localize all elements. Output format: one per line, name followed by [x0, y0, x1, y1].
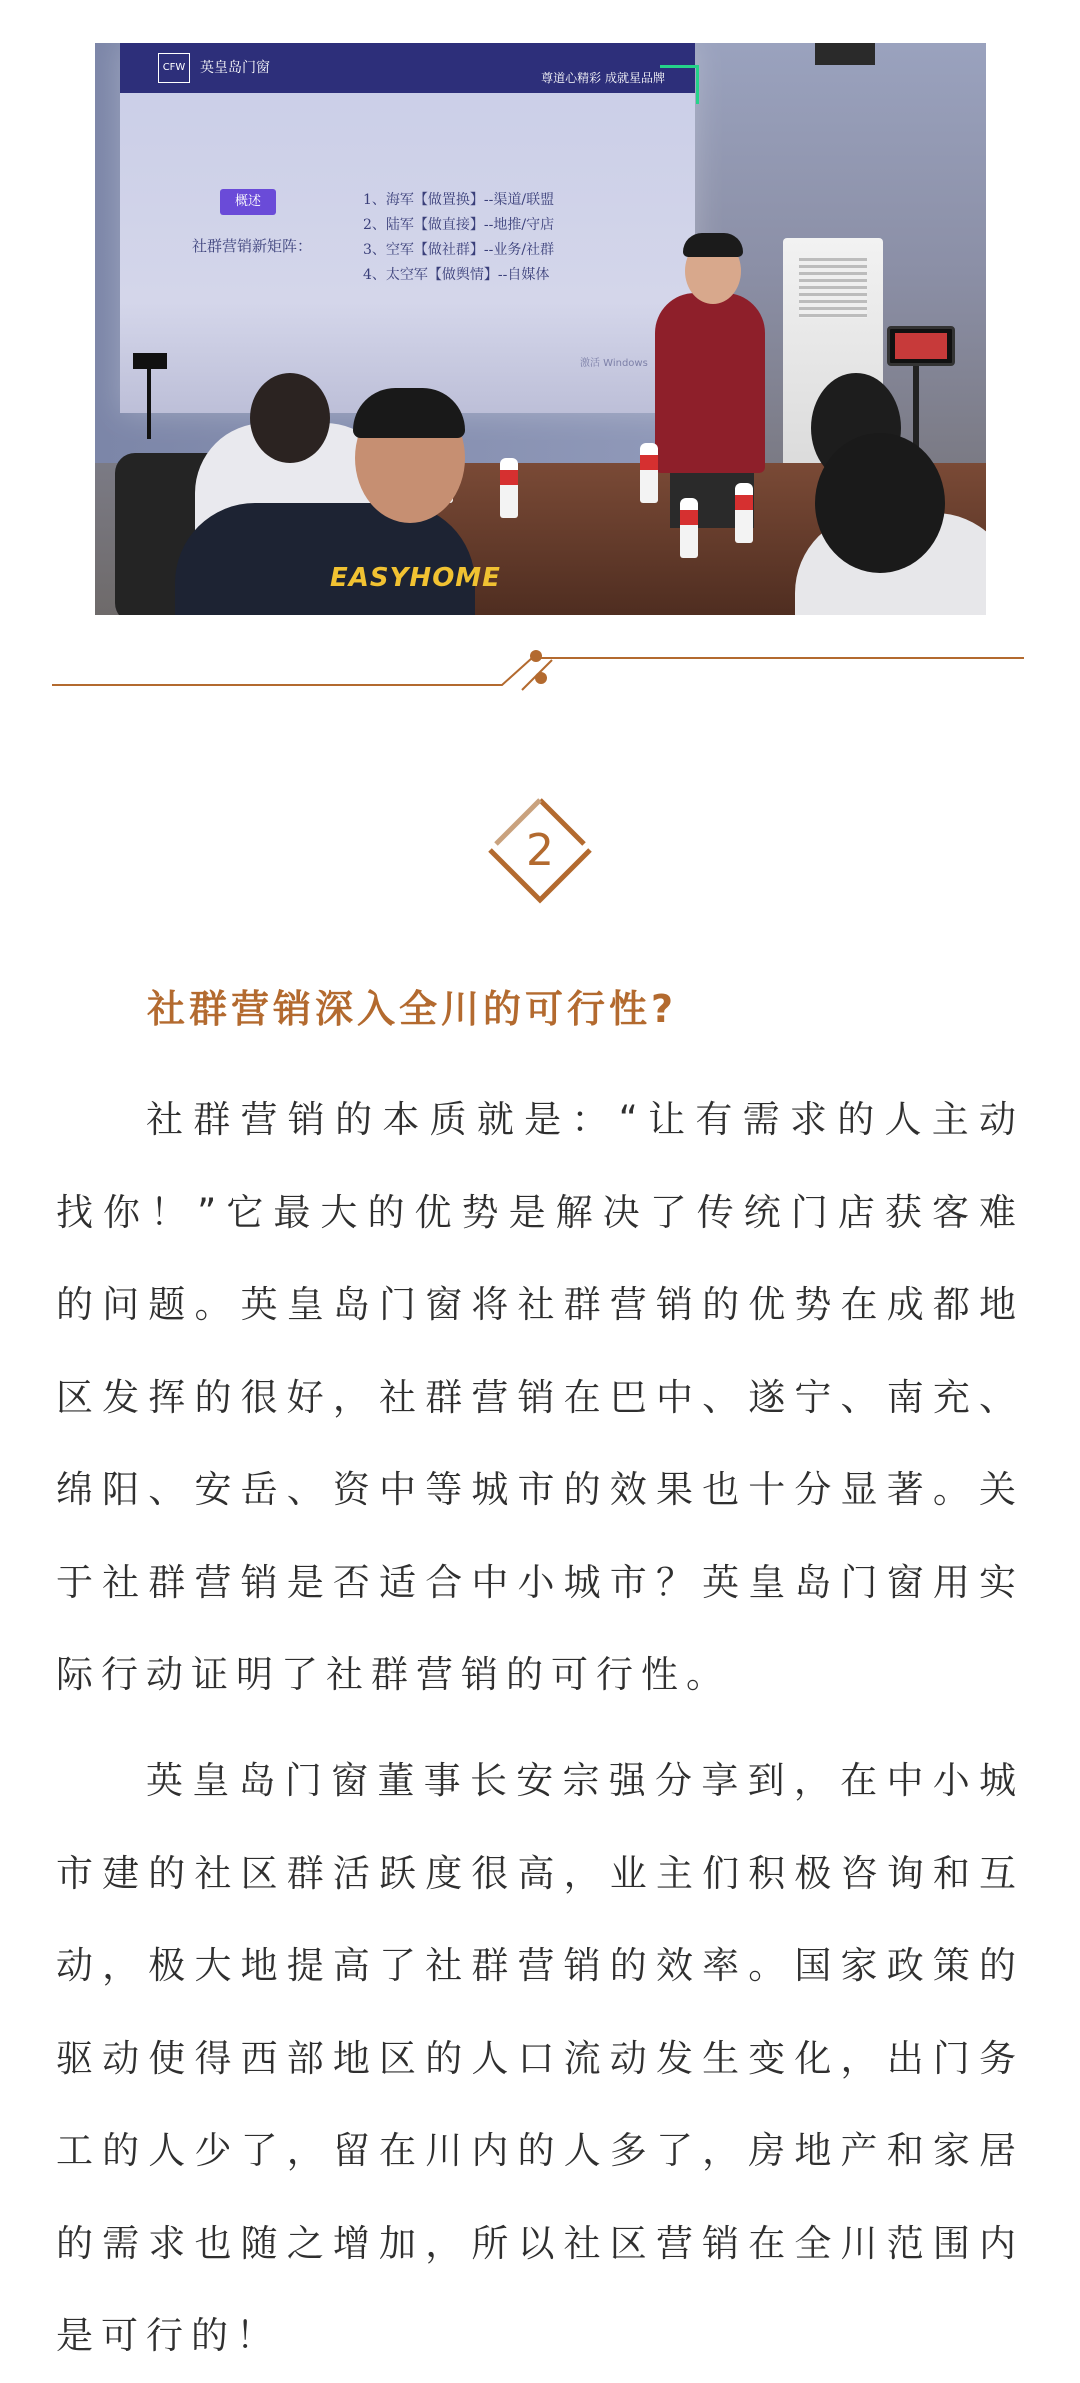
meeting-photo [95, 43, 986, 615]
attendee-right-head [815, 433, 945, 573]
screen-brand: 英皇岛门窗 [200, 60, 270, 76]
attendee-left-head [250, 373, 330, 463]
water-bottle [680, 498, 698, 558]
matrix-item: 4、太空军【做舆情】--自媒体 [363, 267, 550, 283]
camera [133, 353, 167, 369]
attendee-front-body [175, 503, 475, 615]
body-paragraph: 社群营销的本质就是：“让有需求的人主动找你！”它最大的优势是解决了传统门店获客难的问题。英皇岛门窗将社群营销的优势在成都地区发挥的很好，社群营销在巴中、遂宁、南充、绵阳、安岳、资中等城市的效果也十分显著。关于社群营销是否适合中小城市？英皇岛门窗用实际行动证明了社群营销的可行性。 [56, 1098, 1024, 1696]
water-bottle [640, 443, 658, 503]
section-heading: 社群营销深入全川的可行性? [147, 987, 678, 1031]
matrix-item: 2、陆军【做直接】--地推/守店 [363, 217, 555, 233]
camera-stand [147, 369, 151, 439]
shirt-logo-text: EASYHOME [330, 563, 501, 593]
phone-screen [895, 333, 947, 359]
water-bottle [735, 483, 753, 543]
screen-header-bar [120, 43, 695, 93]
section-number-badge [486, 796, 594, 904]
screen-logo: CFW [158, 53, 190, 83]
presenter-body [655, 293, 765, 473]
frame-corner [660, 65, 699, 104]
section-divider [52, 640, 1032, 700]
ac-vent [799, 258, 867, 318]
section-number: 2 [526, 825, 554, 876]
screen-slogan: 尊道心精彩 成就星品牌 [541, 71, 665, 85]
presenter-hair [683, 233, 743, 257]
phone-on-tripod [887, 326, 955, 366]
matrix-item: 1、海军【做置换】--渠道/联盟 [363, 192, 555, 208]
body-paragraph: 英皇岛门窗董事长安宗强分享到，在中小城市建的社区群活跃度很高，业主们积极咨询和互动，极大地提高了社群营销的效率。国家政策的驱动使得西部地区的人口流动发生变化，出门务工的人少了，留在川内的人多了，房地产和家居的需求也随之增加，所以社区营销在全川范围内是可行的！ [56, 1759, 1024, 2357]
matrix-item: 3、空军【做社群】--业务/社群 [363, 242, 555, 258]
matrix-list [363, 188, 554, 288]
projection-screen [120, 43, 695, 413]
water-bottle [500, 458, 518, 518]
windows-watermark: 激活 Windows [580, 358, 648, 369]
speaker-box [815, 43, 875, 65]
overview-label: 概述 [220, 189, 276, 215]
matrix-title: 社群营销新矩阵： [192, 237, 313, 255]
